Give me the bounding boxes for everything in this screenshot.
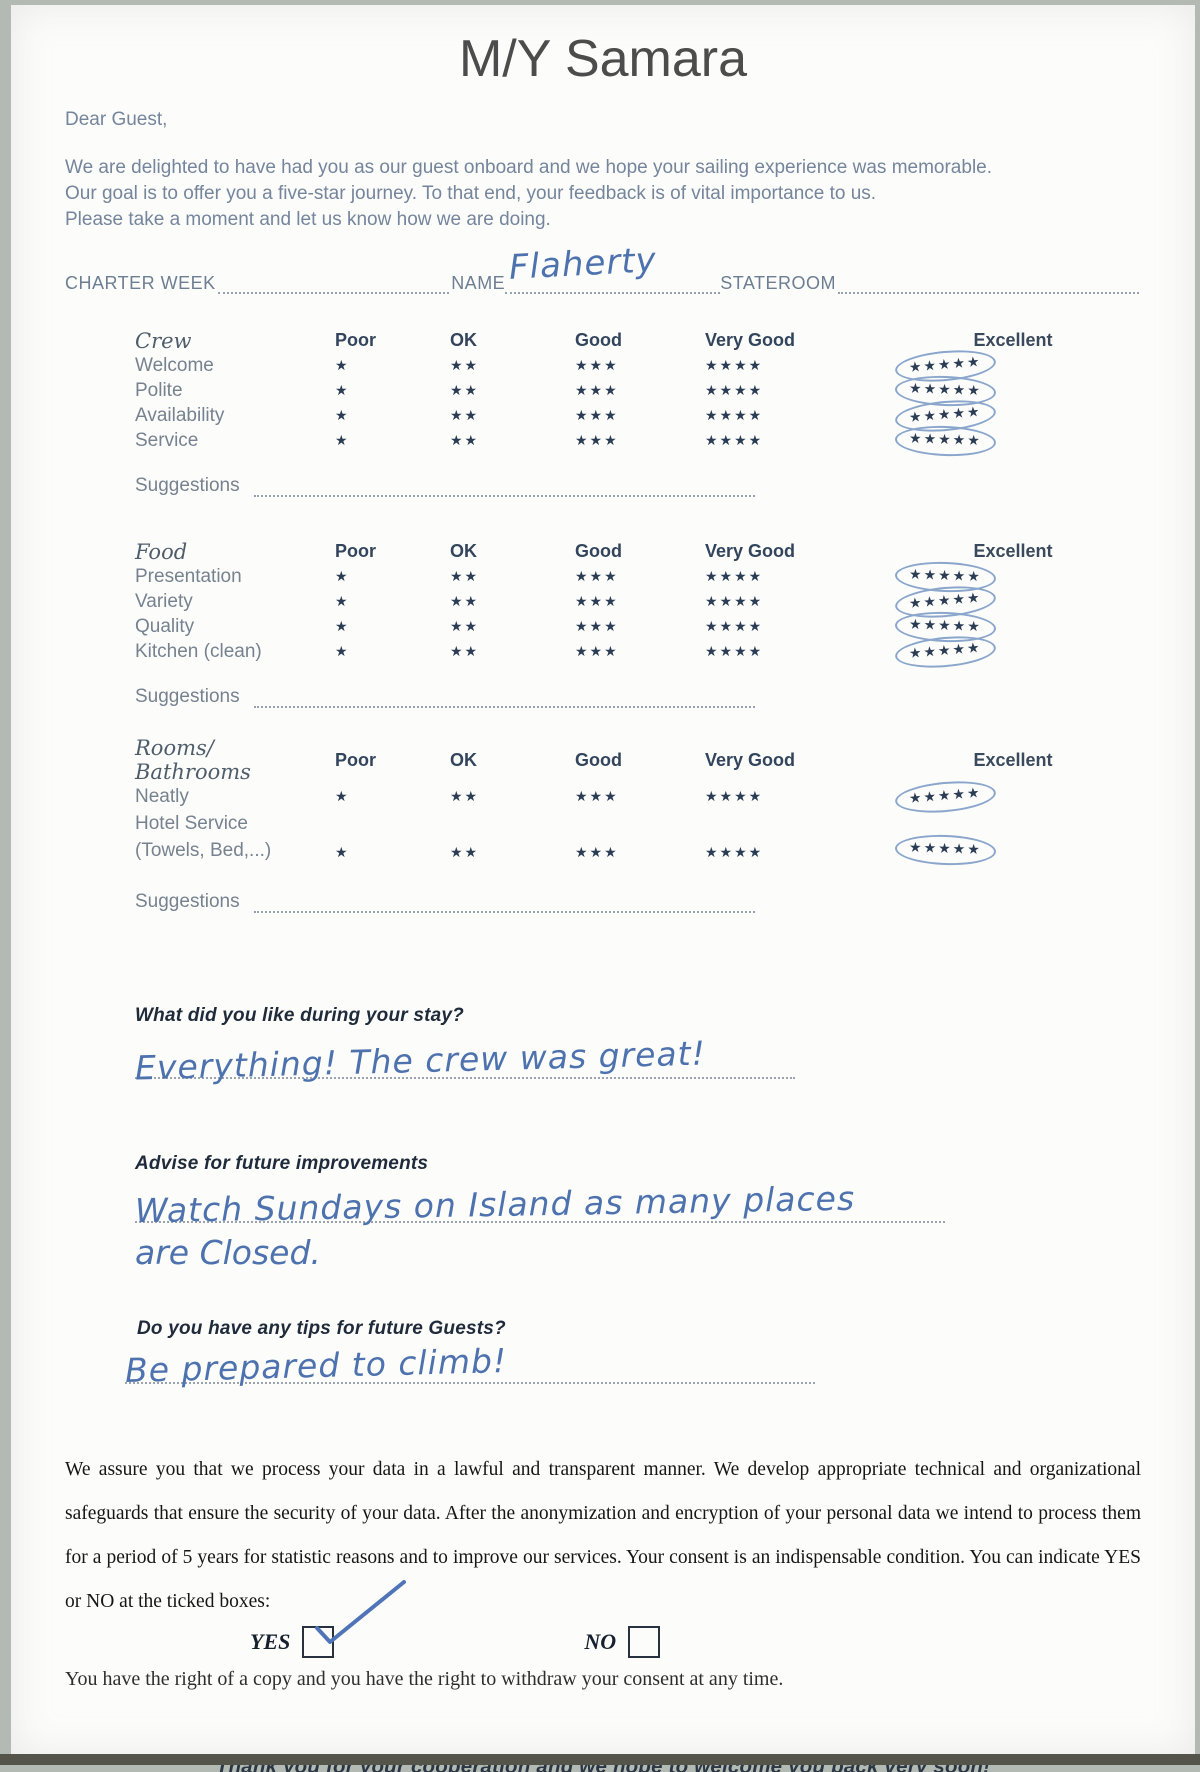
stars-good: ★★★ bbox=[575, 593, 619, 610]
stars-excellent: ★★★★★ bbox=[908, 380, 983, 399]
stars-excellent-circled bbox=[895, 355, 1131, 377]
stars-ok: ★★ bbox=[450, 618, 480, 635]
table-row bbox=[135, 614, 1131, 639]
stars-ok: ★★ bbox=[450, 643, 480, 660]
suggestions-label: Suggestions bbox=[135, 475, 240, 496]
question-block-tips bbox=[124, 1318, 1141, 1390]
stars-good: ★★★ bbox=[575, 643, 619, 660]
row-label: Kitchen (clean) bbox=[135, 641, 262, 662]
suggestions-label: Suggestions bbox=[135, 891, 240, 912]
intro-line: Our goal is to offer you a five-star journey. To that end, your feedback is of vital importance to us. bbox=[65, 183, 877, 204]
stars-good: ★★★ bbox=[575, 382, 619, 399]
col-header-excellent: Excellent bbox=[973, 749, 1053, 770]
row-label: Polite bbox=[135, 380, 183, 401]
rooms-header-row bbox=[135, 736, 1131, 784]
stars-excellent: ★★★★★ bbox=[908, 566, 983, 585]
col-header-excellent: Excellent bbox=[973, 330, 1053, 350]
col-header-poor: Poor bbox=[335, 330, 377, 350]
table-row bbox=[135, 564, 1131, 589]
stars-very-good: ★★★★ bbox=[705, 788, 764, 805]
table-row bbox=[135, 378, 1131, 403]
stars-very-good: ★★★★ bbox=[705, 432, 764, 449]
table-row bbox=[135, 428, 1131, 453]
table-row bbox=[135, 784, 1131, 809]
stars-very-good: ★★★★ bbox=[705, 845, 764, 861]
no-checkbox bbox=[628, 1626, 660, 1658]
stars-poor: ★ bbox=[335, 643, 350, 660]
stars-excellent-circled bbox=[895, 641, 1131, 663]
page-content bbox=[11, 29, 1195, 1772]
intro-paragraph bbox=[65, 155, 1141, 233]
col-header-good: Good bbox=[575, 749, 622, 770]
handwritten-answer-line2: are Closed. bbox=[135, 1233, 321, 1272]
stars-good: ★★★ bbox=[575, 407, 619, 424]
stars-ok: ★★ bbox=[450, 432, 480, 449]
col-header-very-good: Very Good bbox=[705, 330, 796, 350]
crew-suggestions bbox=[135, 475, 755, 497]
handwritten-name: Flaherty bbox=[508, 240, 658, 288]
stars-excellent-circled bbox=[895, 616, 1131, 638]
row-label: Presentation bbox=[135, 566, 242, 587]
stars-good: ★★★ bbox=[575, 788, 619, 805]
stars-good: ★★★ bbox=[575, 432, 619, 449]
table-row bbox=[135, 813, 1131, 861]
stars-ok: ★★ bbox=[450, 845, 480, 861]
stars-very-good: ★★★★ bbox=[705, 643, 764, 660]
stars-excellent: ★★★★★ bbox=[908, 639, 983, 662]
answer-field bbox=[134, 1178, 945, 1231]
handwritten-answer: Everything! The crew was great! bbox=[134, 1033, 707, 1088]
stars-excellent-circled bbox=[895, 380, 1131, 402]
col-header-good: Good bbox=[575, 541, 622, 561]
section-title-crew: Crew bbox=[135, 328, 192, 353]
col-header-poor: Poor bbox=[335, 749, 377, 770]
pen-checkmark-icon bbox=[300, 1576, 420, 1666]
suggestions-field bbox=[254, 899, 755, 913]
stars-poor: ★ bbox=[335, 407, 350, 424]
stars-very-good: ★★★★ bbox=[705, 357, 764, 374]
stars-excellent: ★★★★★ bbox=[908, 784, 983, 807]
question-block-stay bbox=[134, 1005, 1141, 1088]
question-prompt: Advise for future improvements bbox=[135, 1153, 429, 1174]
rooms-rating-table bbox=[135, 736, 1131, 861]
row-label: Neatly bbox=[135, 786, 189, 807]
stars-poor: ★ bbox=[335, 432, 350, 449]
stars-poor: ★ bbox=[335, 382, 350, 399]
consent-checkbox-row bbox=[65, 1626, 1141, 1658]
stateroom-label: STATEROOM bbox=[720, 273, 837, 293]
stars-poor: ★ bbox=[335, 593, 350, 610]
stars-ok: ★★ bbox=[450, 568, 480, 585]
salutation: Dear Guest, bbox=[65, 109, 168, 130]
scanner-edge-band bbox=[0, 1754, 1200, 1765]
charter-week-label: CHARTER WEEK bbox=[65, 273, 216, 293]
name-field bbox=[505, 240, 720, 294]
handwritten-answer: Be prepared to climb! bbox=[124, 1341, 508, 1390]
crew-header-row bbox=[135, 328, 1131, 353]
stars-poor: ★ bbox=[335, 568, 350, 585]
scanned-page bbox=[11, 5, 1195, 1757]
stars-good: ★★★ bbox=[575, 357, 619, 374]
stars-excellent: ★★★★★ bbox=[908, 403, 983, 426]
stars-excellent: ★★★★★ bbox=[908, 353, 983, 376]
stars-very-good: ★★★★ bbox=[705, 407, 764, 424]
stars-very-good: ★★★★ bbox=[705, 568, 764, 585]
col-header-ok: OK bbox=[450, 541, 477, 561]
name-label: NAME bbox=[451, 273, 506, 293]
col-header-very-good: Very Good bbox=[705, 749, 796, 770]
yes-checkbox bbox=[302, 1626, 334, 1658]
yes-label: YES bbox=[250, 1629, 291, 1654]
crew-rating-table bbox=[135, 328, 1131, 453]
col-header-ok: OK bbox=[450, 749, 477, 770]
stars-excellent-circled bbox=[895, 430, 1131, 452]
table-row bbox=[135, 403, 1131, 428]
food-header-row bbox=[135, 539, 1131, 564]
stars-poor: ★ bbox=[335, 788, 350, 805]
stars-excellent-circled bbox=[895, 786, 1131, 808]
row-label: Availability bbox=[135, 405, 225, 426]
intro-line: We are delighted to have had you as our guest onboard and we hope your sailing experience was memorable. bbox=[65, 157, 993, 178]
row-label: Variety bbox=[135, 591, 193, 612]
food-rating-table bbox=[135, 539, 1131, 664]
handwritten-answer: Watch Sundays on Island as many places bbox=[134, 1178, 856, 1231]
stars-ok: ★★ bbox=[450, 382, 480, 399]
consent-paragraph: We assure you that we process your data in a lawful and transparent manner. We develop appropriate technical and organizational safeguards that ensure the security of your data. After the anonymization and encryption of your personal data we intend to process them for a period of 5 years for statistic reasons and to improve our services. Your consent is an indispensable condition. You can indicate YES or NO at the ticked boxes: bbox=[65, 1459, 1141, 1612]
stars-ok: ★★ bbox=[450, 407, 480, 424]
stars-excellent-circled bbox=[895, 839, 1131, 861]
question-block-improvements bbox=[135, 1153, 1141, 1272]
col-header-ok: OK bbox=[450, 330, 477, 350]
page-title: M/Y Samara bbox=[458, 30, 748, 88]
stars-excellent-circled bbox=[895, 566, 1131, 588]
charter-week-field bbox=[218, 280, 450, 294]
stars-excellent: ★★★★★ bbox=[908, 839, 983, 859]
stars-excellent: ★★★★★ bbox=[908, 589, 983, 612]
stars-ok: ★★ bbox=[450, 788, 480, 805]
stars-excellent: ★★★★★ bbox=[908, 430, 983, 449]
stars-ok: ★★ bbox=[450, 593, 480, 610]
row-label: Quality bbox=[135, 616, 195, 637]
header-field-row bbox=[65, 240, 1141, 294]
suggestions-label: Suggestions bbox=[135, 686, 240, 707]
stars-very-good: ★★★★ bbox=[705, 618, 764, 635]
section-title-rooms: Rooms/ Bathrooms bbox=[135, 736, 251, 784]
answer-field bbox=[124, 1341, 815, 1390]
stars-excellent: ★★★★★ bbox=[908, 616, 983, 635]
stars-excellent-circled bbox=[895, 591, 1131, 613]
suggestions-field bbox=[254, 694, 755, 708]
stars-poor: ★ bbox=[335, 618, 350, 635]
stars-ok: ★★ bbox=[450, 357, 480, 374]
row-label: Welcome bbox=[135, 355, 214, 376]
section-title-food: Food bbox=[135, 539, 188, 564]
stars-very-good: ★★★★ bbox=[705, 382, 764, 399]
row-label bbox=[135, 813, 335, 861]
col-header-good: Good bbox=[575, 330, 622, 350]
row-label-line2: (Towels, Bed,...) bbox=[135, 840, 272, 861]
question-prompt: What did you like during your stay? bbox=[135, 1005, 464, 1026]
stars-good: ★★★ bbox=[575, 845, 619, 861]
stars-good: ★★★ bbox=[575, 618, 619, 635]
row-label-line1: Hotel Service bbox=[135, 813, 248, 834]
stateroom-field bbox=[838, 280, 1139, 294]
col-header-poor: Poor bbox=[335, 541, 377, 561]
rights-line: You have the right of a copy and you have the right to withdraw your consent at any time. bbox=[65, 1668, 784, 1690]
stars-good: ★★★ bbox=[575, 568, 619, 585]
table-row bbox=[135, 639, 1131, 664]
col-header-very-good: Very Good bbox=[705, 541, 796, 561]
rooms-suggestions bbox=[135, 891, 755, 913]
stars-poor: ★ bbox=[335, 357, 350, 374]
food-suggestions bbox=[135, 686, 755, 708]
table-row bbox=[135, 589, 1131, 614]
question-prompt: Do you have any tips for future Guests? bbox=[137, 1318, 506, 1339]
table-row bbox=[135, 353, 1131, 378]
answer-field bbox=[134, 1033, 795, 1088]
suggestions-field bbox=[254, 483, 755, 497]
stars-excellent-circled bbox=[895, 405, 1131, 427]
stars-poor: ★ bbox=[335, 845, 350, 861]
stars-very-good: ★★★★ bbox=[705, 593, 764, 610]
no-label: NO bbox=[584, 1629, 617, 1654]
intro-line: Please take a moment and let us know how we are doing. bbox=[65, 209, 551, 230]
row-label: Service bbox=[135, 430, 199, 451]
col-header-excellent: Excellent bbox=[973, 541, 1053, 561]
